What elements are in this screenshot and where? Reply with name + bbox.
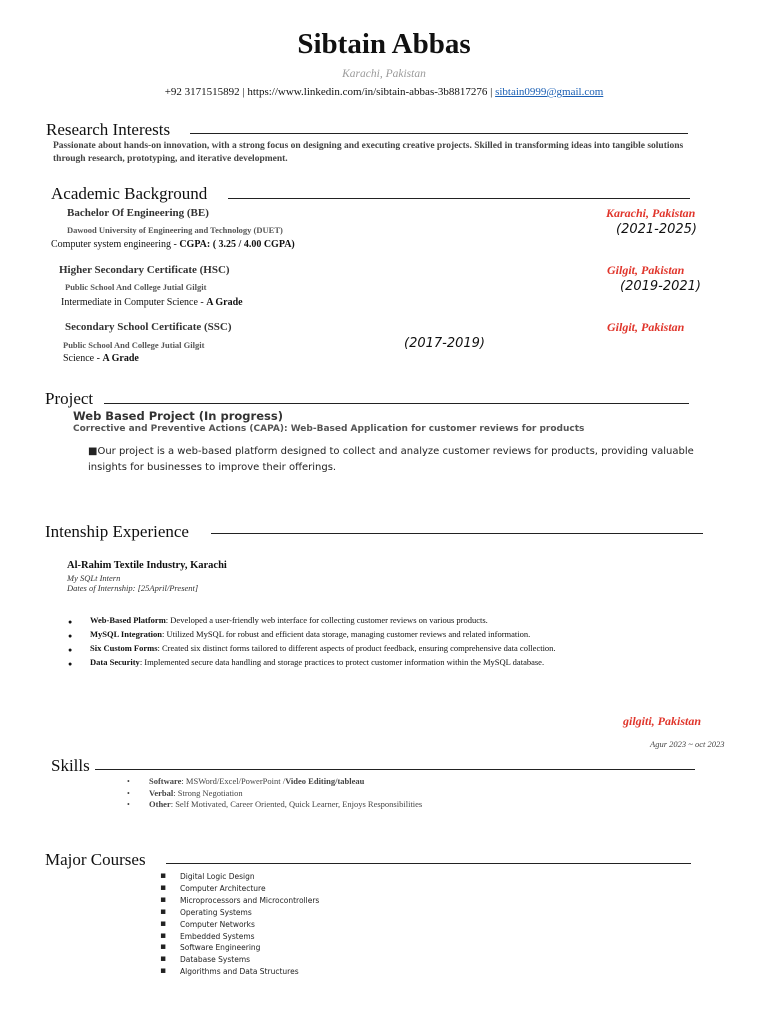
ssc-field-text: Science -: [63, 353, 103, 364]
bullet-bold: Six Custom Forms: [90, 643, 158, 653]
course-item: ▪ Microprocessors and Microcontrollers: [180, 895, 319, 907]
internship-role: My SQLt Intern: [67, 573, 121, 583]
hsc-degree: Higher Secondary Certificate (HSC): [59, 264, 230, 276]
research-line-1: Passionate about hands-on innovation, with a strong focus on designing and executing creative projects. Skilled in transforming ideas into tangible solutions: [53, 141, 684, 151]
be-location: Karachi, Pakistan: [606, 206, 696, 220]
ssc-location: Gilgit, Pakistan: [607, 320, 685, 334]
bullet-text: : Implemented secure data handling and storage practices to protect customer information within the MySQL database.: [139, 657, 545, 667]
hsc-field: [61, 297, 243, 308]
email-link[interactable]: sibtain0999@gmail.com: [495, 86, 604, 98]
internship-dates: Dates of Internship: [25April/Present]: [67, 583, 199, 593]
bullet-text: : Utilized MySQL for robust and efficient data storage, managing customer reviews and related information.: [162, 629, 531, 639]
project-subtitle: Corrective and Preventive Actions (CAPA): Web-Based Application for customer reviews for products: [73, 424, 585, 434]
course-item: ▪ Operating Systems: [180, 907, 319, 919]
ssc-field: [63, 353, 139, 364]
hsc-institution: Public School And College Jutial Gilgit: [65, 282, 207, 292]
research-line-2: through research, prototyping, and iterative development.: [53, 154, 288, 164]
academic-title: Academic Background: [51, 184, 208, 203]
be-years: (2021-2025): [616, 222, 698, 237]
be-institution: Dawood University of Engineering and Technology (DUET): [67, 225, 283, 235]
skill-text: : Self Motivated, Career Oriented, Quick Learner, Enjoys Responsibilities: [170, 799, 423, 809]
internship-bullet: [90, 613, 556, 627]
internship-bullets: [90, 613, 556, 669]
bullet-text: : Developed a user-friendly web interface for collecting customer reviews on various products.: [165, 615, 488, 625]
contact-text: +92 3171515892 | https://www.linkedin.com/in/sibtain-abbas-3b8817276 |: [164, 86, 496, 98]
research-rule: [190, 133, 688, 134]
hsc-years: (2019-2021): [620, 279, 702, 294]
courses-rule: [166, 863, 691, 864]
courses-list: [180, 871, 319, 978]
contact-line: [0, 86, 768, 98]
course-item: ▪ Software Engineering: [180, 942, 319, 954]
be-field-text: Computer system engineering -: [51, 239, 180, 250]
research-title: Research Interests: [46, 120, 171, 139]
bullet-text: : Created six distinct forms tailored to different aspects of product feedback, ensuring comprehensive data collection.: [157, 643, 556, 653]
internship-location: gilgiti, Pakistan: [623, 714, 702, 728]
skill-text: : Strong Negotiation: [173, 787, 243, 798]
skills-list: [149, 776, 422, 811]
resume-name: Sibtain Abbas: [297, 28, 471, 60]
course-item: ▪ Embedded Systems: [180, 931, 319, 943]
resume-location: Karachi, Pakistan: [342, 68, 426, 80]
bullet-bold: Data Security: [90, 657, 140, 667]
hsc-field-text: Intermediate in Computer Science -: [61, 297, 207, 308]
skill-label: Software: [149, 776, 182, 786]
project-rule: [104, 403, 689, 404]
course-item: ▪ Database Systems: [180, 954, 319, 966]
skill-item: [149, 799, 422, 811]
internship-bullet: [90, 627, 556, 641]
skill-label: Verbal: [149, 787, 174, 798]
courses-title: Major Courses: [45, 850, 146, 869]
project-title: Project: [45, 389, 94, 408]
academic-rule: [228, 198, 690, 199]
internship-rule: [211, 533, 703, 534]
be-grade: CGPA: ( 3.25 / 4.00 CGPA): [179, 239, 295, 250]
ssc-degree: Secondary School Certificate (SSC): [65, 321, 232, 333]
ssc-institution: Public School And College Jutial Gilgit: [63, 340, 205, 350]
bullet-bold: MySQL Integration: [90, 629, 163, 639]
bullet-bold: Web-Based Platform: [90, 615, 166, 625]
internship-bullet: [90, 641, 556, 655]
skills-rule: [95, 769, 695, 770]
course-item: ▪ Algorithms and Data Structures: [180, 966, 319, 978]
internship-bullet: [90, 655, 556, 669]
skill-item: [149, 788, 422, 800]
course-item: ▪ Computer Networks: [180, 919, 319, 931]
project-desc-2: insights for businesses to improve their offerings.: [88, 462, 337, 473]
hsc-location: Gilgit, Pakistan: [607, 263, 685, 277]
ssc-grade: A Grade: [102, 353, 139, 364]
project-desc-1: ■Our project is a web-based platform designed to collect and analyze customer reviews for products, providing valuable: [88, 446, 694, 457]
course-item: ▪ Computer Architecture: [180, 883, 319, 895]
skill-item: [149, 776, 422, 788]
skill-extra: Video Editing/tableau: [285, 776, 365, 786]
skills-title: Skills: [51, 756, 90, 775]
project-name: Web Based Project (In progress): [73, 409, 283, 423]
hsc-grade: A Grade: [206, 297, 243, 308]
be-degree: Bachelor Of Engineering (BE): [67, 207, 209, 219]
ssc-years: (2017-2019): [404, 336, 486, 351]
course-item: ▪ Digital Logic Design: [180, 871, 319, 883]
internship-period: Agur 2023 ~ oct 2023: [650, 739, 725, 749]
internship-title: Intenship Experience: [45, 522, 189, 541]
skill-label: Other: [149, 799, 171, 809]
skill-text: : MSWord/Excel/PowerPoint /: [181, 776, 286, 786]
internship-company: Al-Rahim Textile Industry, Karachi: [67, 560, 227, 571]
be-field: [51, 239, 295, 250]
